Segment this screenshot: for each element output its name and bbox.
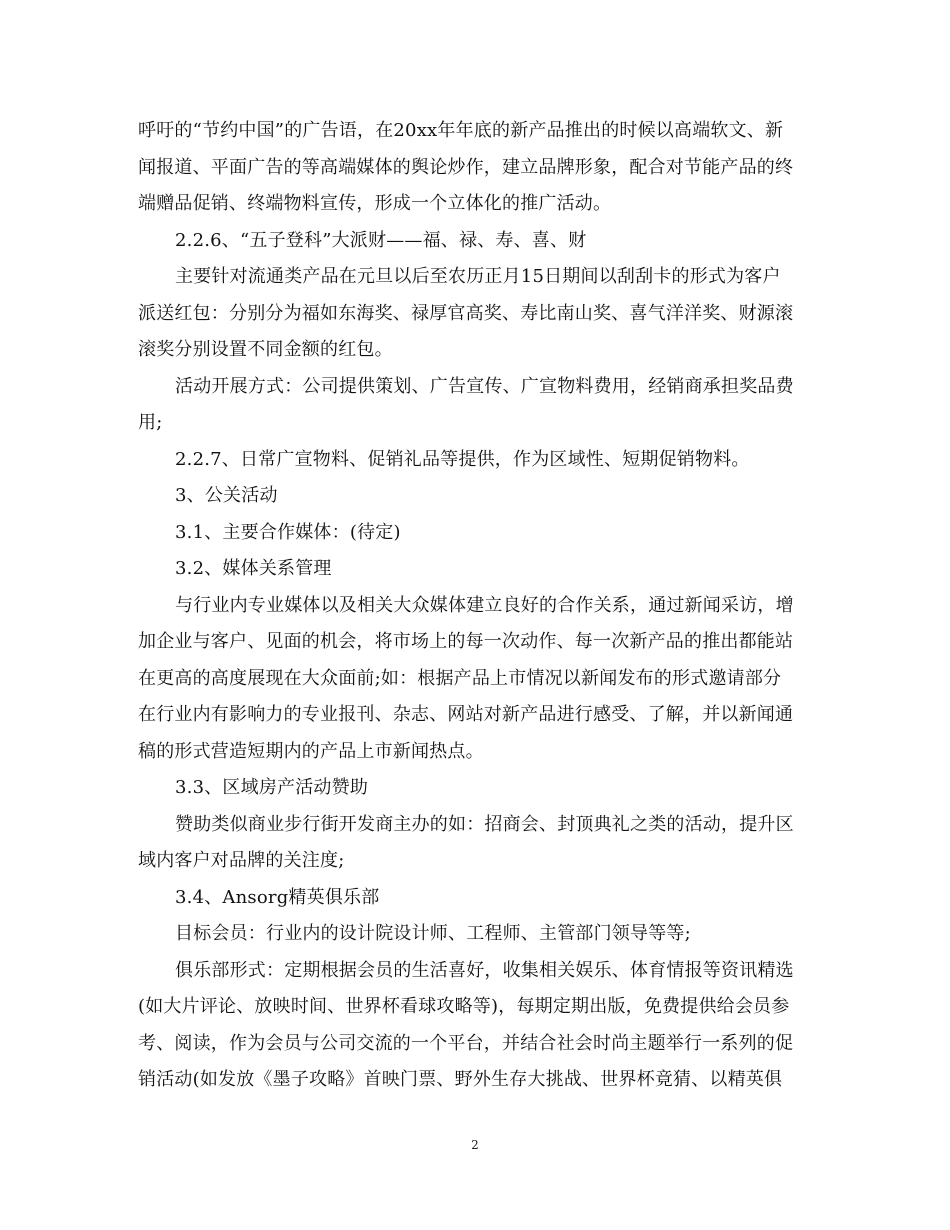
paragraph-line: 加企业与客户、见面的机会，将市场上的每一次动作、每一次新产品的推出都能站 (138, 631, 794, 652)
section-heading: 2.2.7、日常广宣物料、促销礼品等提供，作为区域性、短期促销物料。 (175, 449, 750, 470)
paragraph-line: 与行业内专业媒体以及相关大众媒体建立良好的合作关系，通过新闻采访，增 (175, 595, 794, 616)
paragraph-line: 端赠品促销、终端物料宣传，形成一个立体化的推广活动。 (138, 193, 612, 214)
paragraph-line: 目标会员：行业内的设计院设计师、工程师、主管部门领导等等; (175, 923, 691, 944)
paragraph-line: 滚奖分别设置不同金额的红包。 (138, 339, 393, 360)
paragraph-line: 俱乐部形式：定期根据会员的生活喜好，收集相关娱乐、体育情报等资讯精选 (175, 960, 794, 981)
section-heading: 3.4、Ansorg精英俱乐部 (175, 887, 380, 908)
section-heading: 3、公关活动 (175, 485, 278, 506)
paragraph-line: 销活动(如发放《墨子攻略》首映门票、野外生存大挑战、世界杯竟猜、以精英俱 (138, 1069, 783, 1090)
section-heading: 2.2.6、“五子登科”大派财——福、禄、寿、喜、财 (175, 230, 587, 251)
section-heading: 3.3、区域房产活动赞助 (175, 777, 369, 798)
section-heading: 3.2、媒体关系管理 (175, 558, 332, 579)
paragraph-line: 稿的形式营造短期内的产品上市新闻热点。 (138, 741, 484, 762)
paragraph-line: 闻报道、平面广告的等高端媒体的舆论炒作，建立品牌形象，配合对节能产品的终 (138, 157, 794, 178)
paragraph-line: 主要针对流通类产品在元旦以后至农历正月15日期间以刮刮卡的形式为客户 (175, 266, 781, 287)
paragraph-line: 呼吁的“节约中国”的广告语，在20xx年年底的新产品推出的时候以高端软文、新 (138, 120, 784, 141)
paragraph-line: 域内客户对品牌的关注度; (138, 850, 345, 871)
paragraph-line: 派送红包：分别分为福如东海奖、禄厚官高奖、寿比南山奖、喜气洋洋奖、财源滚 (138, 303, 794, 324)
paragraph-line: 赞助类似商业步行街开发商主办的如：招商会、封顶典礼之类的活动，提升区 (175, 814, 794, 835)
paragraph-line: 考、阅读，作为会员与公司交流的一个平台，并结合社会时尚主题举行一系列的促 (138, 1033, 794, 1054)
section-heading: 3.1、主要合作媒体：(待定) (175, 522, 401, 543)
paragraph-line: 在行业内有影响力的专业报刊、杂志、网站对新产品进行感受、了解，并以新闻通 (138, 704, 794, 725)
paragraph-line: (如大片评论、放映时间、世界杯看球攻略等)，每期定期出版，免费提供给会员参 (138, 996, 790, 1017)
paragraph-line: 在更高的高度展现在大众面前;如：根据产品上市情况以新闻发布的形式邀请部分 (138, 668, 782, 689)
paragraph-line: 用; (138, 412, 163, 433)
paragraph-line: 活动开展方式：公司提供策划、广告宣传、广宣物料费用，经销商承担奖品费 (175, 376, 794, 397)
page-number: 2 (471, 1138, 479, 1152)
